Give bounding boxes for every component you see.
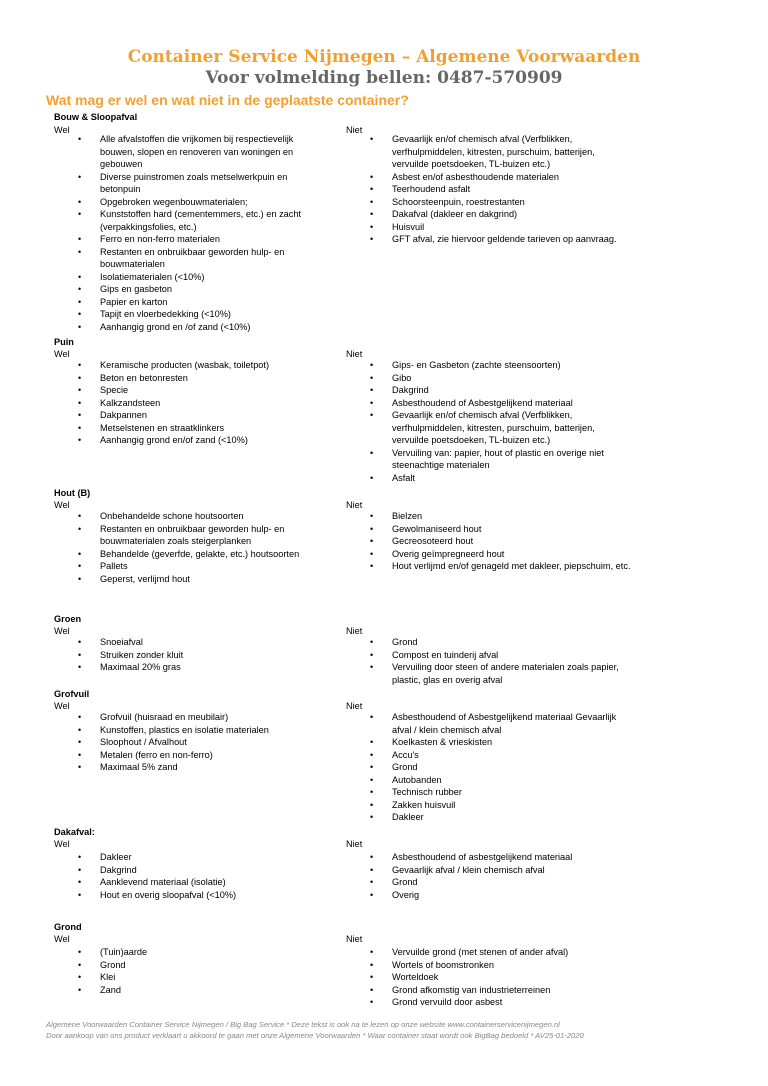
niet-label: Niet (346, 701, 363, 711)
niet-list (392, 946, 632, 1009)
list-item: • Zand (100, 984, 315, 997)
niet-label: Niet (346, 500, 363, 510)
section-title: Grofvuil (54, 689, 90, 699)
list-item: • Wortels of boomstronken (392, 959, 632, 972)
list-item: • Metalen (ferro en non-ferro) (100, 749, 315, 762)
list-item: • Struiken zonder kluit (100, 649, 315, 662)
niet-list (392, 851, 632, 901)
list-item: • Kunstoffen, plastics en isolatie materialen (100, 724, 315, 737)
list-item: • Ferro en non-ferro materialen (100, 233, 315, 246)
list-item: • Accu's (392, 749, 632, 762)
list-item: • Overig geïmpregneerd hout (392, 548, 632, 561)
list-item: • Dakafval (dakleer en dakgrind) (392, 208, 632, 221)
list-item: • Behandelde (geverfde, gelakte, etc.) houtsoorten (100, 548, 315, 561)
list-item: • Dakgrind (100, 864, 315, 877)
section-title: Groen (54, 614, 82, 624)
niet-label: Niet (346, 626, 363, 636)
wel-label: Wel (54, 125, 70, 135)
wel-label: Wel (54, 839, 70, 849)
list-item: • Hout verlijmd en/of genageld met dakleer, piepschuim, etc. (392, 560, 632, 573)
list-item: • Geperst, verlijmd hout (100, 573, 315, 586)
list-item: • Gecreosoteerd hout (392, 535, 632, 548)
list-item: • Papier en karton (100, 296, 315, 309)
list-item: • Compost en tuinderij afval (392, 649, 632, 662)
wel-label: Wel (54, 934, 70, 944)
niet-list (392, 636, 632, 686)
list-item: • Asbesthoudend of Asbestgelijkend materiaal (392, 397, 632, 410)
list-item: • Dakleer (100, 851, 315, 864)
niet-label: Niet (346, 839, 363, 849)
list-item: • Teerhoudend asfalt (392, 183, 632, 196)
list-item: • Metselstenen en straatklinkers (100, 422, 315, 435)
list-item: • Opgebroken wegenbouwmaterialen; (100, 196, 315, 209)
list-item: • Beton en betonresten (100, 372, 315, 385)
section-title: Hout (B) (54, 488, 91, 498)
list-item: • Asbesthoudend of Asbestgelijkend materiaal Gevaarlijk afval / klein chemisch afval (392, 711, 632, 736)
list-item: • Autobanden (392, 774, 632, 787)
list-item: • Aanhangig grond en /of zand (<10%) (100, 321, 315, 334)
wel-list (100, 711, 315, 774)
list-item: • Kunststoffen hard (cementemmers, etc.) en zacht (verpakkingsfolies, etc.) (100, 208, 315, 233)
list-item: • Specie (100, 384, 315, 397)
list-item: • Grond (392, 636, 632, 649)
niet-list (392, 133, 632, 246)
list-item: • Grond (392, 761, 632, 774)
list-item: • Onbehandelde schone houtsoorten (100, 510, 315, 523)
list-item: • GFT afval, zie hiervoor geldende tarieven op aanvraag. (392, 233, 632, 246)
list-item: • Restanten en onbruikbaar geworden hulp- en bouwmaterialen (100, 246, 315, 271)
list-item: • Vervuiling door steen of andere materialen zoals papier, plastic, glas en overig afval (392, 661, 632, 686)
niet-list (392, 359, 632, 484)
wel-label: Wel (54, 500, 70, 510)
niet-list (392, 510, 632, 573)
footer-line-1: Algemene Voorwaarden Container Service Nijmegen / Big Bag Service * Deze tekst is ook na te lezen op onze website www.containerservicenijmegen.nl (46, 1020, 560, 1029)
list-item: • Overig (392, 889, 632, 902)
list-item: • Restanten en onbruikbaar geworden hulp- en bouwmaterialen zoals steigerplanken (100, 523, 315, 548)
list-item: • Alle afvalstoffen die vrijkomen bij respectievelijk bouwen, slopen en renoveren van woningen en gebouwen (100, 133, 315, 171)
list-item: • Gevaarlijk en/of chemisch afval (Verfblikken, verfhulpmiddelen, kitresten, purschuim, batterijen, vervuilde poetsdoeken, TL-buizen etc.) (392, 133, 632, 171)
list-item: • Pallets (100, 560, 315, 573)
list-item: • Grond (100, 959, 315, 972)
list-item: • Keramische producten (wasbak, toiletpot) (100, 359, 315, 372)
list-item: • Kalkzandsteen (100, 397, 315, 410)
list-item: • Huisvuil (392, 221, 632, 234)
list-item: • Gibo (392, 372, 632, 385)
list-item: • Zakken huisvuil (392, 799, 632, 812)
list-item: • Gips en gasbeton (100, 283, 315, 296)
wel-list (100, 359, 315, 447)
list-item: • Grofvuil (huisraad en meubilair) (100, 711, 315, 724)
list-item: • Technisch rubber (392, 786, 632, 799)
document-subtitle: Voor volmelding bellen: 0487-570909 (205, 68, 563, 88)
list-item: • Vervuilde grond (met stenen of ander afval) (392, 946, 632, 959)
wel-label: Wel (54, 701, 70, 711)
niet-label: Niet (346, 125, 363, 135)
section-question: Wat mag er wel en wat niet in de geplaatste container? (46, 92, 409, 108)
niet-label: Niet (346, 934, 363, 944)
document-title: Container Service Nijmegen – Algemene Voorwaarden (127, 47, 641, 67)
list-item: • Sloophout / Afvalhout (100, 736, 315, 749)
niet-list (392, 711, 632, 824)
wel-label: Wel (54, 626, 70, 636)
section-title: Bouw & Sloopafval (54, 112, 138, 122)
list-item: • Diverse puinstromen zoals metselwerkpuin en betonpuin (100, 171, 315, 196)
wel-list (100, 851, 315, 901)
section-title: Grond (54, 922, 82, 932)
list-item: • Gevaarlijk en/of chemisch afval (Verfblikken, verfhulpmiddelen, kitresten, purschuim, batterijen, vervuilde poetsdoeken, TL-buizen etc.) (392, 409, 632, 447)
list-item: • Asfalt (392, 472, 632, 485)
list-item: • Worteldoek (392, 971, 632, 984)
list-item: • Grond (392, 876, 632, 889)
list-item: • Grond afkomstig van industrieterreinen (392, 984, 632, 997)
list-item: • Dakgrind (392, 384, 632, 397)
list-item: • Vervuiling van: papier, hout of plastic en overige niet steenachtige materialen (392, 447, 632, 472)
list-item: • Aanklevend materiaal (isolatie) (100, 876, 315, 889)
wel-list (100, 636, 315, 674)
list-item: • Grond vervuild door asbest (392, 996, 632, 1009)
list-item: • Hout en overig sloopafval (<10%) (100, 889, 315, 902)
list-item: • Asbest en/of asbesthoudende materialen (392, 171, 632, 184)
footer (46, 1020, 726, 1041)
list-item: • (Tuin)aarde (100, 946, 315, 959)
list-item: • Bielzen (392, 510, 632, 523)
niet-label: Niet (346, 349, 363, 359)
wel-list (100, 133, 315, 333)
list-item: • Tapijt en vloerbedekking (<10%) (100, 308, 315, 321)
list-item: • Dakleer (392, 811, 632, 824)
list-item: • Aanhangig grond en/of zand (<10%) (100, 434, 315, 447)
list-item: • Klei (100, 971, 315, 984)
wel-list (100, 946, 315, 996)
list-item: • Koelkasten & vrieskisten (392, 736, 632, 749)
list-item: • Maximaal 5% zand (100, 761, 315, 774)
list-item: • Maximaal 20% gras (100, 661, 315, 674)
wel-label: Wel (54, 349, 70, 359)
list-item: • Gips- en Gasbeton (zachte steensoorten) (392, 359, 632, 372)
list-item: • Snoeiafval (100, 636, 315, 649)
footer-line-2: Door aankoop van ons product verklaart u akkoord te gaan met onze Algemene Voorwaarden * Waar container staat wordt ook BigBag bedoeld * AV25-01-2020 (46, 1030, 584, 1040)
wel-list (100, 510, 315, 585)
list-item: • Gevaarlijk afval / klein chemisch afval (392, 864, 632, 877)
list-item: • Schoorsteenpuin, roestrestanten (392, 196, 632, 209)
section-title: Puin (54, 337, 74, 347)
list-item: • Isolatiematerialen (<10%) (100, 271, 315, 284)
section-title: Dakafval: (54, 827, 95, 837)
list-item: • Asbesthoudend of asbestgelijkend materiaal (392, 851, 632, 864)
list-item: • Gewolmaniseerd hout (392, 523, 632, 536)
list-item: • Dakpannen (100, 409, 315, 422)
